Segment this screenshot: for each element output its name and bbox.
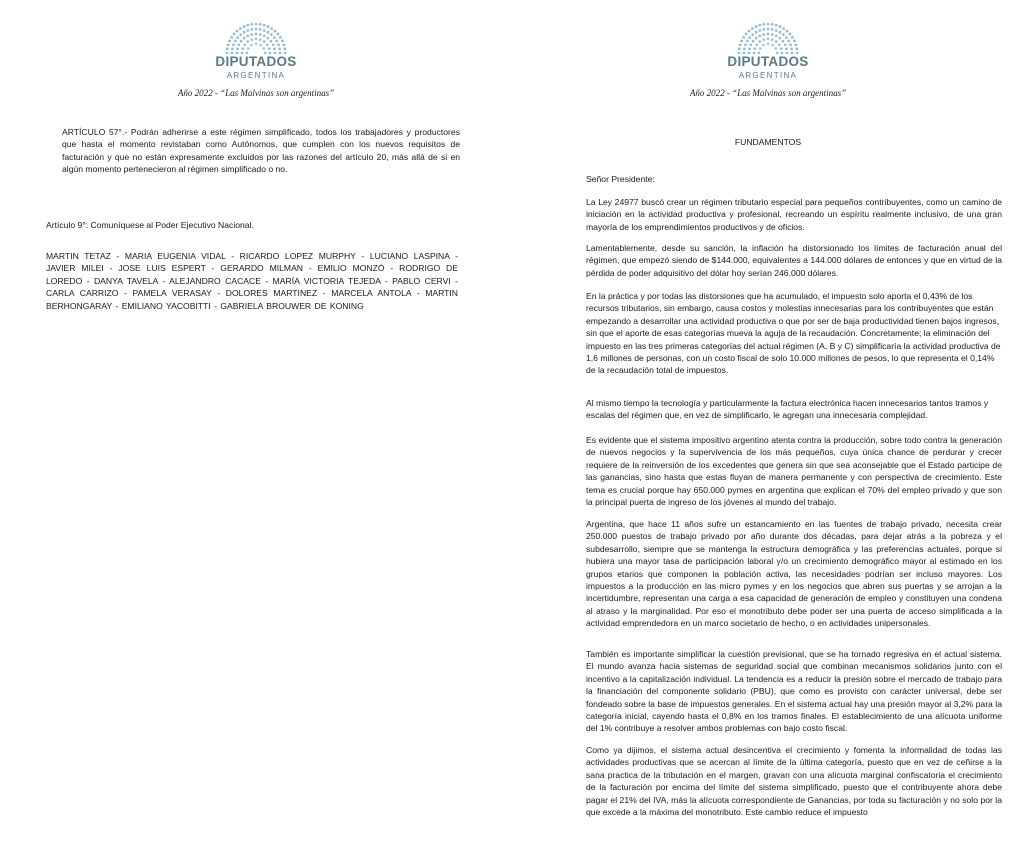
diputados-logo	[0, 22, 512, 88]
congress-dome-icon	[734, 22, 802, 54]
logo-country-text: ARGENTINA	[226, 71, 286, 80]
diputados-logo	[512, 22, 1024, 88]
year-motto: Año 2022 - “Las Malvinas son argentinas”	[689, 88, 847, 98]
article-57-text: ARTÍCULO 57°.- Podrán adherirse a este régimen simplificado, todos los trabajadores y productores que hasta el momento revistaban como Autónomos, que cumplen con los nuevos requisitos de facturación y que no están expresamente excluidos por las razones del artículo 20, más allá de si en algún momento pertenecieron al régimen simplificado o no.	[62, 127, 460, 175]
fundamentos-paragraph: Es evidente que el sistema impositivo argentino atenta contra la producción, sobre todo contra la generación de nuevos negocios y la supervivencia de los más pequeños, cuya única chance de perdurar y crecer requiere de la reinversión de los excedentes que genera sin que sea aconsejable que el Estado participe de las ganancias, sino hasta que estas fluyan de manera permanente y con perspectiva de crecimiento. Este tema es crucial porque hay 650.000 pymes en argentina que explican el 70% del empleo privado y que son la principal puerta de ingreso de los jóvenes al mundo del trabajo.	[586, 435, 1002, 508]
fundamentos-paragraph: Como ya dijimos, el sistema actual desincentiva el crecimiento y fomenta la informalidad de todas las actividades productivas que se acercan al límite de la última categoría, puesto que en vez de ceñirse a la sana practica de la tributación en el margen, gravan con una alícuota marginal confiscatoria el crecimiento de la facturación por encima del límite del sistema simplificado, puesto que el contribuyente ahora debe pagar el 21% del IVA, más la alícuota correspondiente de Ganancias, por toda su facturación y no solo por la que excede a la máxima del monotributo. Este cambio reduce el impuesto	[586, 745, 1002, 818]
fundamentos-paragraph: Argentina, que hace 11 años sufre un estancamiento en las fuentes de trabajo privado, necesita crear 250.000 puestos de trabajo privado por año durante dos décadas, para dejar atrás a la pobreza y el subdesarrollo, siempre que se mantenga la estructura demográfica y las preferencias actuales, porque si hubiera una mayor tasa de participación laboral y/o un crecimiento demográfico mayor al estimado en los grupos etarios que componen la población activa, las necesidades podrían ser incluso mayores. Los impuestos a la producción en las micro pymes y en los negocios que abren sus puertas y se arrojan a la incertidumbre, representan una carga a esa capacidad de generación de empleo y constituyen una condena al atraso y la marginalidad. Por eso el monotributo debe poder ser una puerta de acceso simplificada a la actividad emprendedora en un marco societario de hecho, o en actividades unipersonales.	[586, 519, 1002, 629]
year-motto: Año 2022 - “Las Malvinas son argentinas”	[177, 88, 335, 98]
article-9-text: Artículo 9°: Comuníquese al Poder Ejecutivo Nacional.	[46, 220, 254, 230]
fundamentos-paragraph: Al mismo tiempo la tecnología y particularmente la factura electrónica hacen innecesarios tantos tramos y escalas del régimen que, en vez de simplificarlo, le agregan una innecesaria complejidad.	[586, 398, 989, 421]
fundamentos-paragraph: También es importante simplificar la cuestión previsional, que se ha tornado regresiva en el actual sistema. El mundo avanza hacia sistemas de seguridad social que combinan mecanismos solidarios junto con el incentivo a la capitalización individual. La tendencia es a reducir la presión sobre el mercado de trabajo para la financiación del componente solidario (PBU), que como es provisto con carácter universal, debe ser fondeado sobre la base de impuestos generales. En el sistema actual hay una presión mayor al 3,2% para la categoría inicial, cayendo hasta el 0,8% en los tramos finales. El establecimiento de una alícuota uniforme del 1% contribuye a resolver ambos problemas con bajo costo fiscal.	[586, 649, 1002, 734]
fundamentos-title: FUNDAMENTOS	[734, 137, 802, 147]
logo-brand-text: DIPUTADOS	[215, 54, 297, 69]
logo-brand-text: DIPUTADOS	[727, 54, 809, 69]
document-page-right	[512, 0, 1024, 856]
salutation: Señor Presidente:	[586, 174, 655, 184]
congress-dome-icon	[222, 22, 290, 54]
fundamentos-paragraph: La Ley 24977 buscó crear un régimen tributario especial para pequeños contribuyentes, como un camino de iniciación en la actividad productiva y profesional, recreando un espíritu realmente inclusivo, de una gran mayoría de los emprendimientos productivos y de oficios.	[586, 197, 1002, 232]
logo-country-text: ARGENTINA	[738, 71, 798, 80]
fundamentos-paragraph: Lamentablemente, desde su sanción, la inflación ha distorsionado los límites de facturación anual del régimen, que empezó siendo de $144.000, equivalentes a 144.000 dólares de entonces y que en virtud de la pérdida de poder adquisitivo del dólar hoy serían 246.000 dólares.	[586, 243, 1002, 278]
signers-list: MARTIN TETAZ - MARIA EUGENIA VIDAL - RICARDO LOPEZ MURPHY - LUCIANO LASPINA - JAVIER MILEI - JOSE LUIS ESPERT - GERARDO MILMAN - EMILIO MONZÓ - RODRIGO DE LOREDO - DANYA TAVELA - ALEJANDRO CACACE - MARÍA VICTORIA TEJEDA - PABLO CERVI - CARLA CARRIZO - PAMELA VERASAY - DOLORES MARTINEZ - MARCELA ANTOLA - MARTIN BERHONGARAY - EMILIANO YACOBITTI - GABRIELA BROUWER DE KONING	[46, 251, 458, 311]
fundamentos-paragraph: En la práctica y por todas las distorsiones que ha acumulado, el impuesto solo aporta el 0,43% de los recursos tributarios, sin embargo, causa costos y molestias innecesarias para los contribuyentes que están empezando a desarrollar una actividad productiva o que por ser de baja productividad tienen bajos ingresos, sin que el aporte de esas categorías mueva la aguja de la recaudación. Concretamente; la eliminación del impuesto en las tres primeras categorías del actual régimen (A, B y C) simplificaría la actividad productiva de 1,6 millones de personas, con un costo fiscal de solo 10.000 millones de pesos, lo que representa el 0,14% de la recaudación total de impuestos.	[586, 291, 1001, 376]
